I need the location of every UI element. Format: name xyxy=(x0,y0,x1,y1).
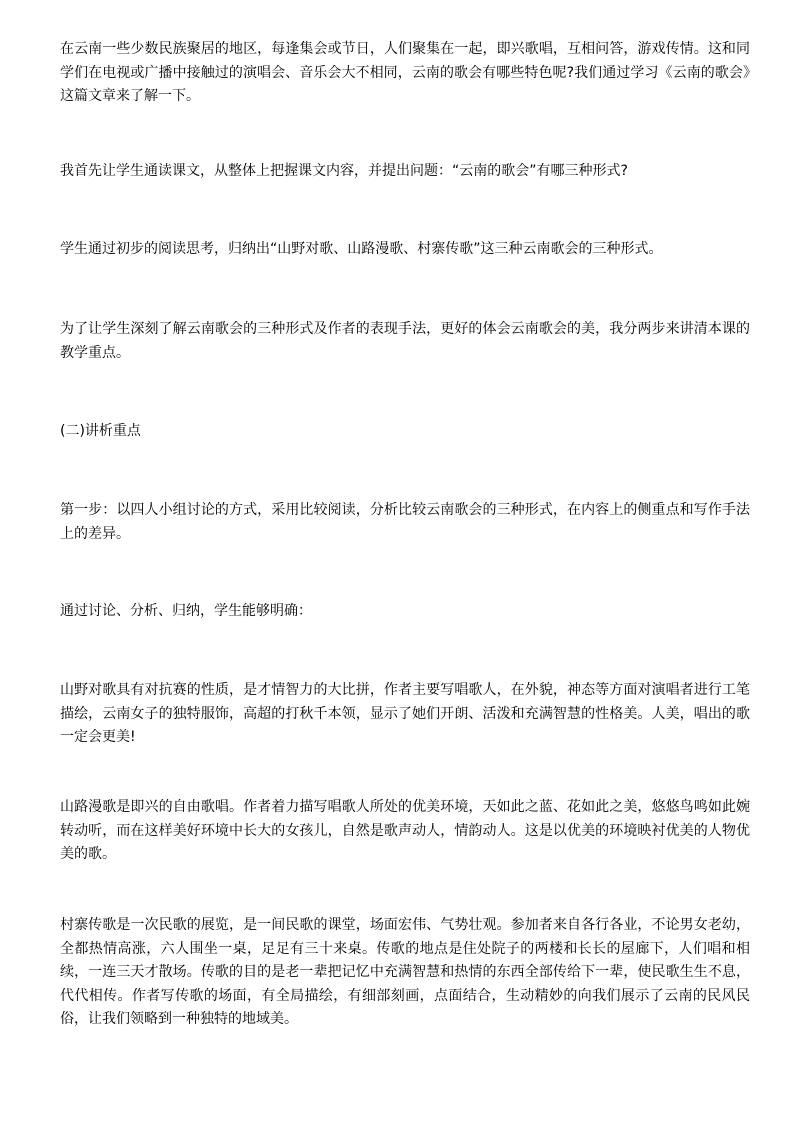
paragraph-two-steps: 为了让学生深刻了解云南歌会的三种形式及作者的表现手法，更好的体会云南歌会的美，我分两步来讲清本课的教学重点。 xyxy=(60,321,750,361)
paragraph-road-song: 山路漫歌是即兴的自由歌唱。作者着力描写唱歌人所处的优美环境，天如此之蓝、花如此之美，悠悠鸟鸣如此婉转动听，而在这样美好环境中长大的女孩儿，自然是歌声动人，情韵动人。这是以优美的环境映衬优美的人物优美的歌。 xyxy=(60,799,750,862)
paragraph-read-question: 我首先让学生通读课文，从整体上把握课文内容，并提出问题：“云南的歌会”有哪三种形式? xyxy=(60,163,628,179)
paragraph-three-forms: 学生通过初步的阅读思考，归纳出“山野对歌、山路漫歌、村寨传歌”这三种云南歌会的三种形式。 xyxy=(60,241,663,257)
paragraph-step-one: 第一步：以四人小组讨论的方式，采用比较阅读，分析比较云南歌会的三种形式，在内容上的侧重点和写作手法上的差异。 xyxy=(60,502,750,542)
section-heading: (二)讲析重点 xyxy=(60,423,141,439)
paragraph-conclusion-intro: 通过讨论、分析、归纳，学生能够明确： xyxy=(60,603,312,619)
paragraph-intro: 在云南一些少数民族聚居的地区，每逢集会或节日，人们聚集在一起，即兴歌唱，互相问答，游戏传情。这和同学们在电视或广播中接触过的演唱会、音乐会大不相同，云南的歌会有哪些特色呢?我们通过学习《云南的歌会》这篇文章来了解一下。 xyxy=(60,41,750,104)
paragraph-mountain-song: 山野对歌具有对抗赛的性质，是才情智力的大比拼，作者主要写唱歌人，在外貌，神态等方面对演唱者进行工笔描绘，云南女子的独特服饰，高超的打秋千本领，显示了她们开朗、活泼和充满智慧的性格美。人美，唱出的歌一定会更美! xyxy=(60,682,750,745)
paragraph-village-song: 村寨传歌是一次民歌的展览，是一间民歌的课堂，场面宏伟、气势壮观。参加者来自各行各业，不论男女老幼，全都热情高涨，六人围坐一桌，足足有三十来桌。传歌的地点是住处院子的两楼和长长的屋廊下，人们唱和相续，一连三天才散场。传歌的目的是老一辈把记忆中充满智慧和热情的东西全部传给下一辈，使民歌生生不息，代代相传。作者写传歌的场面，有全局描绘，有细部刻画，点面结合，生动精妙的向我们展示了云南的民风民俗，让我们领略到一种独特的地域美。 xyxy=(60,917,750,1027)
